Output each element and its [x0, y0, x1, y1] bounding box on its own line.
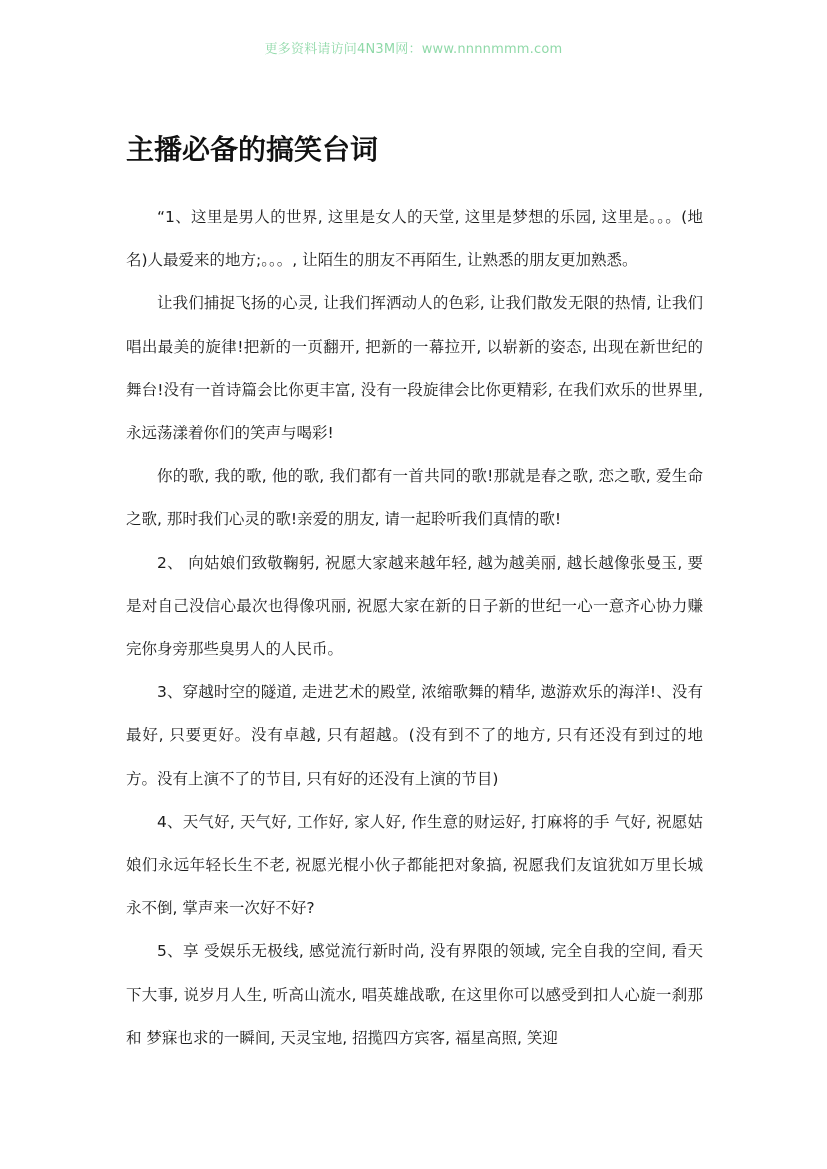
paragraph-item-2: 2、 向姑娘们致敬鞠躬, 祝愿大家越来越年轻, 越为越美丽, 越长越像张曼玉, 要是对自己没信心最次也得像巩丽, 祝愿大家在新的日子新的世纪一心一意齐心协力赚完你身旁那些臭男人的人民币。 [126, 553, 703, 659]
document-body [126, 196, 703, 1060]
paragraph-songs: 你的歌, 我的歌, 他的歌, 我们都有一首共同的歌!那就是春之歌, 恋之歌, 爱生命之歌, 那时我们心灵的歌!亲爱的朋友, 请一起聆听我们真情的歌! [126, 467, 703, 529]
page-title: 主播必备的搞笑台词 [126, 133, 379, 166]
paragraph-item-4: 4、天气好, 天气好, 工作好, 家人好, 作生意的财运好, 打麻将的手 气好, 祝愿姑娘们永远年轻长生不老, 祝愿光棍小伙子都能把对象搞, 祝愿我们友谊犹如万里长城永不倒, 掌声来一次好不好? [126, 812, 703, 918]
watermark-text: 更多资料请访问4N3M网：www.nnnnmmm.com [264, 42, 563, 57]
paragraph-item-3: 3、穿越时空的隧道, 走进艺术的殿堂, 浓缩歌舞的精华, 遨游欢乐的海洋!、没有最好, 只要更好。没有卓越, 只有超越。(没有到不了的地方, 只有还没有到过的地方。没有上演不了的节目, 只有好的还没有上演的节目) [126, 683, 703, 788]
paragraph-item-5: 5、享 受娱乐无极线, 感觉流行新时尚, 没有界限的领域, 完全自我的空间, 看天下大事, 说岁月人生, 听高山流水, 唱英雄战歌, 在这里你可以感受到扣人心旋一刹那和 梦寐也求的一瞬间, 天灵宝地, 招揽四方宾客, 福星高照, 笑迎 [126, 942, 703, 1047]
paragraph-intro: “1、这里是男人的世界, 这里是女人的天堂, 这里是梦想的乐园, 这里是。。。(地名)人最爱来的地方;。。。, 让陌生的朋友不再陌生, 让熟悉的朋友更加熟悉。 [126, 208, 703, 270]
paragraph-capture-spirit: 让我们捕捉飞扬的心灵, 让我们挥洒动人的色彩, 让我们散发无限的热情, 让我们唱出最美的旋律!把新的一页翻开, 把新的一幕拉开, 以崭新的姿态, 出现在新世纪的舞台!没有一首诗篇会比你更丰富, 没有一段旋律会比你更精彩, 在我们欢乐的世界里, 永远荡漾着你们的笑声与喝彩! [126, 294, 703, 443]
